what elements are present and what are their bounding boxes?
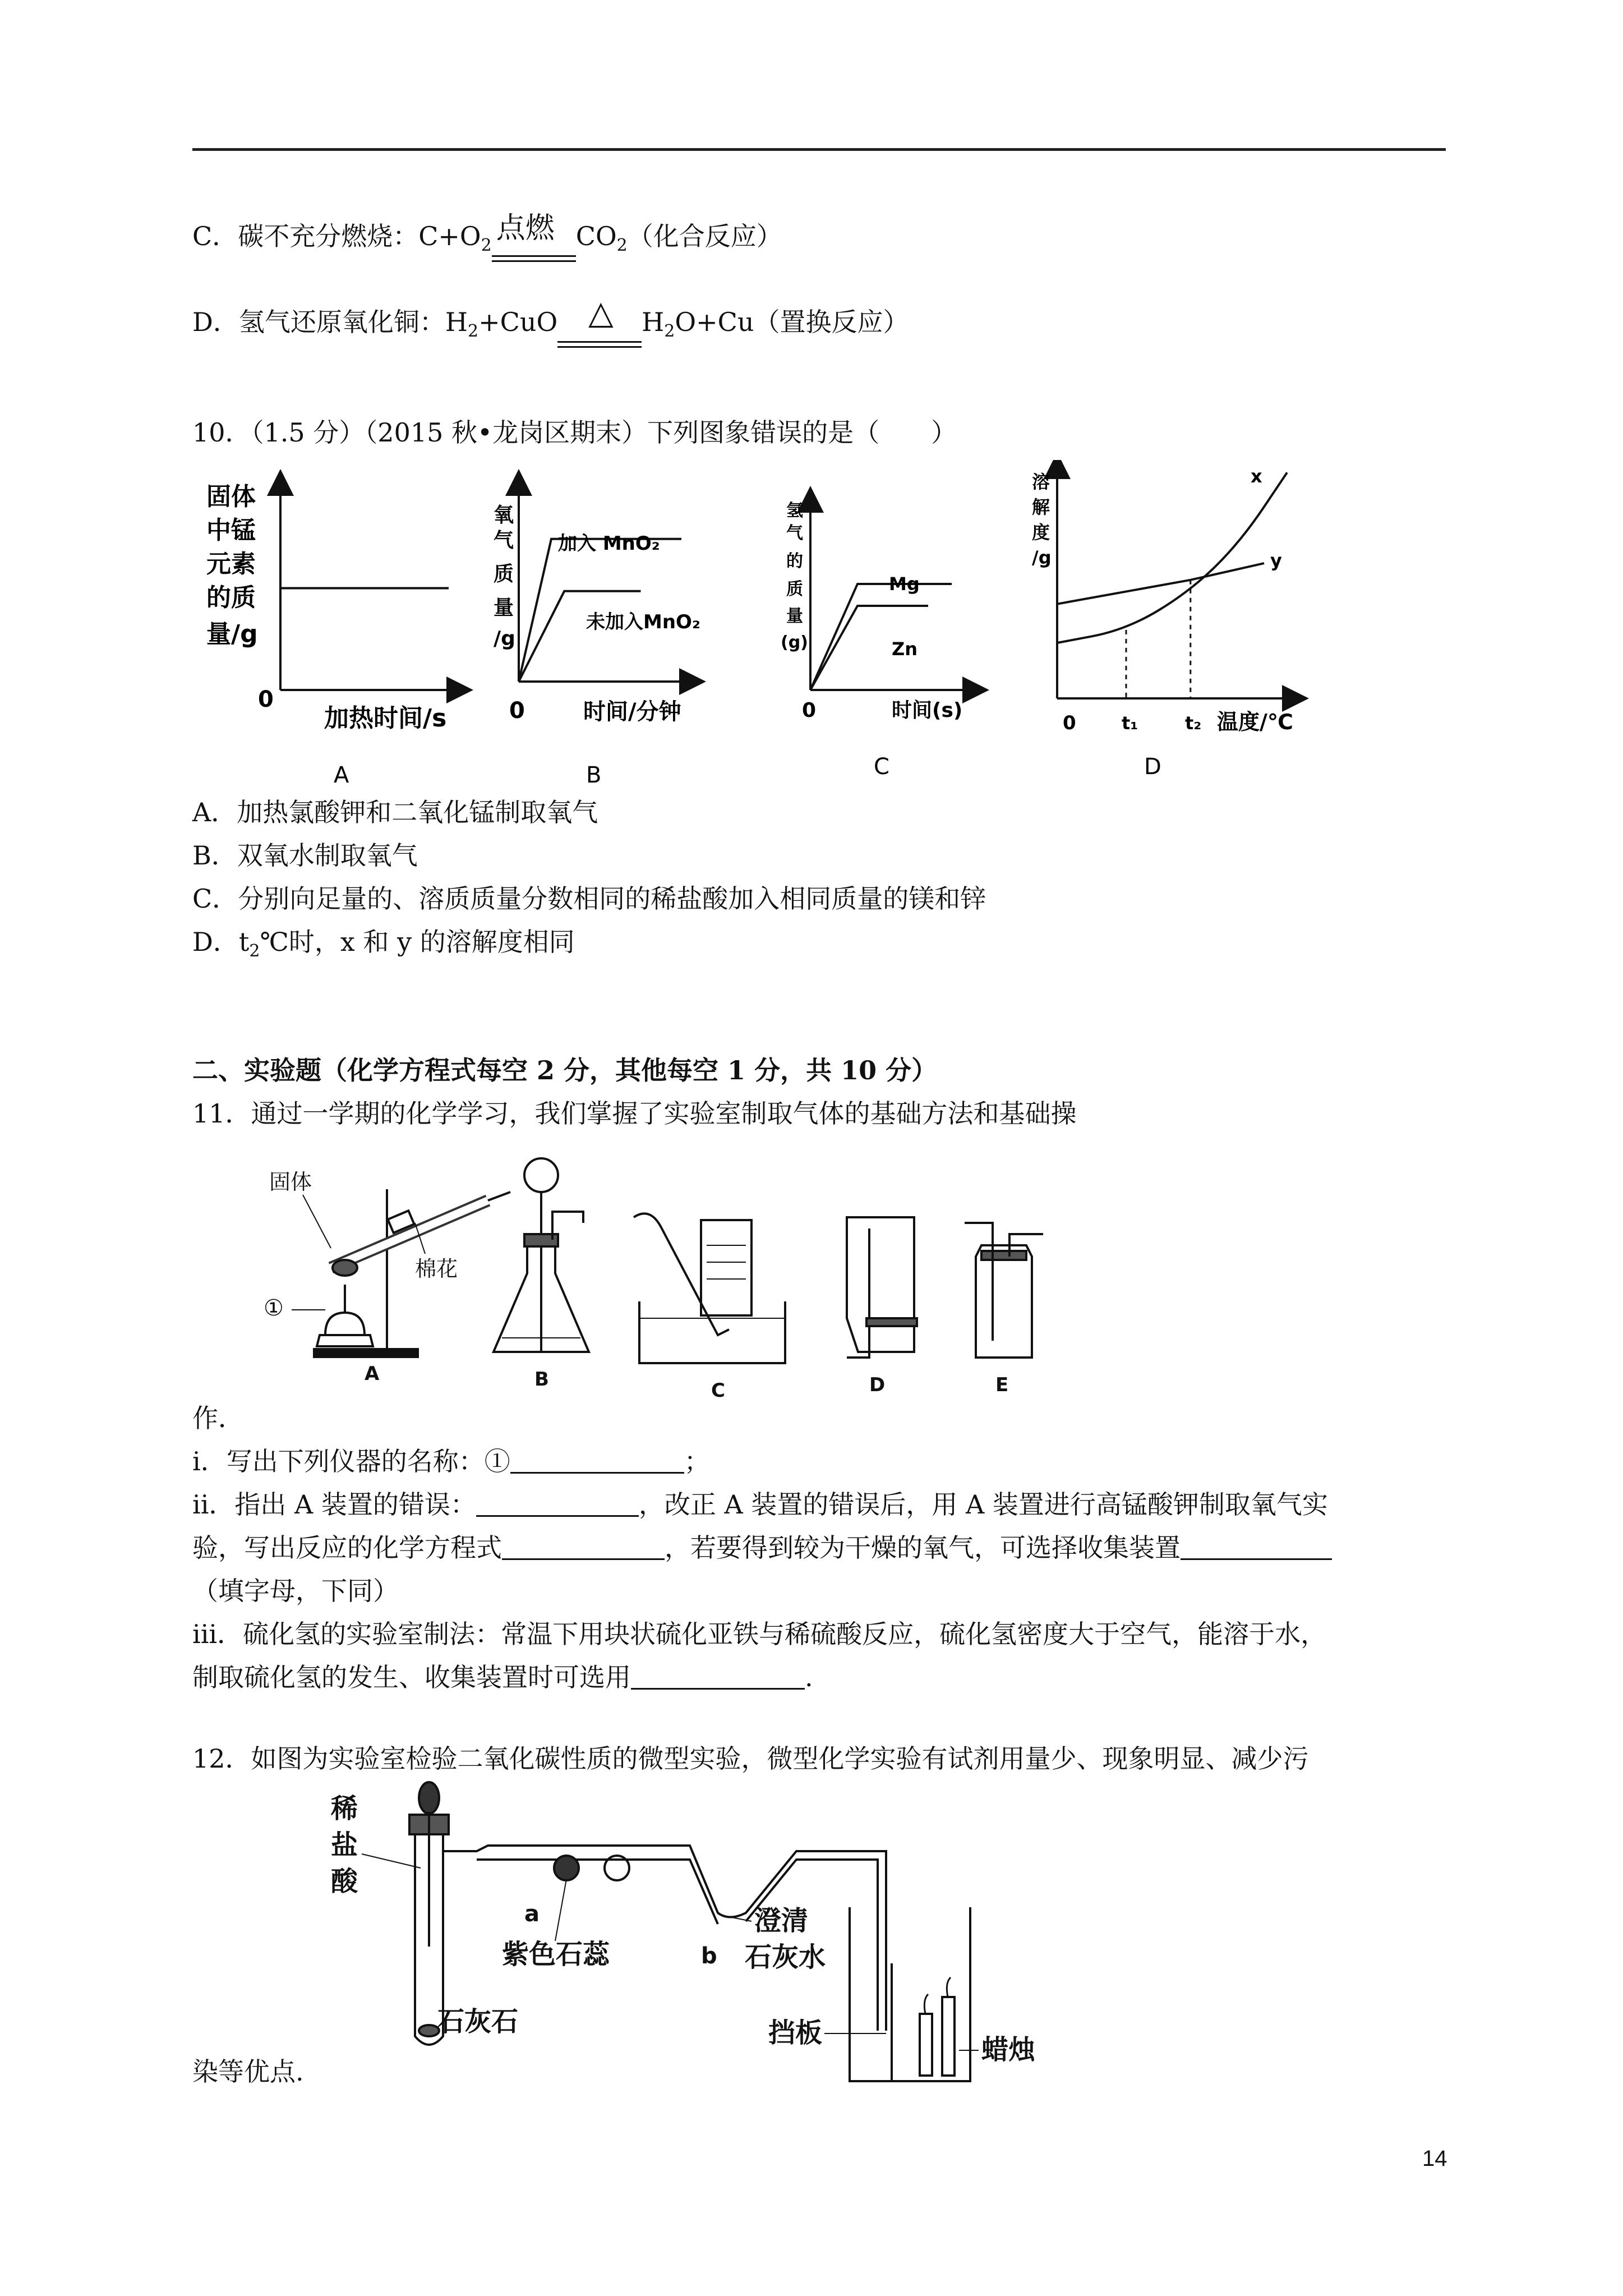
d-x-label: x	[1251, 466, 1262, 487]
q11-iii-b: 制取硫化氢的发生、收集装置时可选用	[192, 1662, 631, 1692]
b-caption: B	[586, 762, 602, 788]
q9-c-suffix: （化合反应）	[627, 221, 782, 251]
c-ylabel-4: 量	[786, 606, 803, 626]
a-cotton-label: 棉花	[415, 1257, 458, 1281]
header-rule	[192, 148, 1446, 151]
candle-label: 蜡烛	[981, 2034, 1036, 2065]
e-caption: E	[995, 1374, 1009, 1396]
d-origin: 0	[1063, 712, 1076, 734]
q10-option-d	[192, 929, 575, 960]
q11-part-ii-line1	[192, 1489, 1328, 1520]
acid-label-2: 酸	[331, 1866, 358, 1897]
a-ylabel-4: 量/g	[206, 620, 258, 648]
point-b-label: b	[701, 1943, 717, 1969]
q11-i-text: i．写出下列仪器的名称：①	[192, 1446, 510, 1476]
panel-c-line-mg	[810, 584, 952, 690]
acid-label-0: 稀	[331, 1793, 358, 1824]
q12-apparatus-svg	[331, 1778, 1127, 2092]
limewater-label-1: 石灰水	[745, 1941, 826, 1973]
a-circle1-label: ①	[264, 1295, 284, 1321]
c-series2-label: Zn	[892, 638, 917, 660]
q11-apparatus-svg	[247, 1150, 1144, 1408]
q9-d-h-sub: 2	[468, 321, 479, 342]
d-ylabel-3: /g	[1032, 547, 1052, 568]
c-caption: C	[874, 754, 889, 780]
q9-c-o-sub: 2	[481, 236, 492, 256]
q11-ii-c: 验，写出反应的化学方程式	[192, 1533, 502, 1563]
q10-option-b: B．双氧水制取氧气	[192, 840, 418, 871]
baffle-label: 挡板	[768, 2017, 823, 2049]
q11-stem-cont: 作．	[192, 1403, 244, 1433]
b-series2-label: 未加入MnO₂	[586, 611, 700, 633]
q11-ii-b: ，改正 A 装置的错误后，用 A 装置进行高锰酸钾制取氧气实	[638, 1489, 1328, 1520]
q11-ii-blank-2[interactable]	[502, 1536, 665, 1560]
panel-d-line-y	[1057, 563, 1264, 604]
q11-i-blank[interactable]	[510, 1450, 684, 1474]
a-caption: A	[334, 762, 349, 788]
q11-iii-end: .	[805, 1662, 813, 1692]
q10-option-a: A．加热氯酸钾和二氧化锰制取氧气	[192, 797, 598, 827]
q10-d-prefix: D．t	[192, 927, 250, 957]
a-ylabel-3: 的质	[206, 583, 256, 612]
apparatus-e	[965, 1223, 1043, 1396]
b-xlabel: 时间/分钟	[583, 699, 681, 725]
q9-c-condition: 点燃	[496, 211, 555, 245]
q10-graphs-svg	[191, 460, 1312, 791]
c-xlabel: 时间(s)	[892, 699, 963, 722]
d-caption: D	[1144, 754, 1161, 780]
d-ylabel-1: 解	[1032, 496, 1050, 518]
c-series1-label: Mg	[889, 573, 920, 595]
q11-ii-blank-3[interactable]	[1181, 1536, 1332, 1560]
a-xlabel: 加热时间/s	[324, 704, 447, 733]
q12-figure	[331, 1778, 1127, 2092]
c-ylabel-3: 质	[786, 579, 803, 599]
q9-c-product-sub: 2	[616, 236, 628, 256]
q9-option-d	[192, 293, 909, 342]
q9-d-condition: △	[588, 293, 614, 332]
q9-d-reactant2: +CuO	[478, 307, 558, 337]
q9-d-product: H	[642, 307, 665, 337]
q10-figure	[191, 460, 1312, 791]
q12-stem-cont: 染等优点.	[192, 2056, 304, 2087]
b-ylabel-4: /g	[494, 627, 515, 650]
q11-i-end: ；	[684, 1446, 710, 1476]
q11-part-ii-line2	[192, 1535, 1332, 1561]
c-origin: 0	[802, 699, 817, 722]
b-caption: B	[534, 1368, 549, 1391]
page-number: 14	[1422, 2146, 1447, 2171]
q9-c-prefix: C．碳不充分燃烧：C+O	[192, 221, 481, 251]
q9-option-c	[192, 211, 782, 256]
apparatus-a	[264, 1170, 510, 1385]
q9-d-prefix: D．氢气还原氧化铜：H	[192, 307, 468, 337]
d-xlabel: 温度/℃	[1217, 710, 1293, 734]
c-ylabel-2: 的	[786, 551, 803, 571]
q9-d-product-sub: 2	[664, 321, 675, 342]
q9-c-product: CO	[575, 221, 617, 251]
a-ylabel-0: 固体	[206, 482, 256, 511]
a-caption: A	[365, 1363, 380, 1385]
q10-d-sub: 2	[249, 941, 260, 961]
q11-iii-blank[interactable]	[631, 1665, 805, 1690]
a-solid-label: 固体	[269, 1170, 312, 1194]
d-t1: t₁	[1122, 712, 1138, 734]
apparatus-d	[847, 1217, 917, 1396]
panel-d-curve-x	[1057, 472, 1287, 643]
a-origin: 0	[258, 687, 274, 712]
d-t2: t₂	[1185, 712, 1202, 734]
panel-b	[494, 482, 700, 788]
q11-stem: 11．通过一学期的化学学习，我们掌握了实验室制取气体的基础方法和基础操	[192, 1098, 1077, 1129]
limestone-label: 石灰石	[437, 2006, 519, 2037]
b-ylabel-3: 量	[494, 596, 514, 619]
acid-label-1: 盐	[331, 1829, 358, 1861]
c-ylabel-0: 氢	[786, 501, 803, 521]
section-2-heading: 二、实验题（化学方程式每空 2 分，其他每空 1 分，共 10 分）	[192, 1055, 938, 1085]
d-ylabel-0: 溶	[1032, 471, 1050, 493]
c-ylabel-1: 气	[786, 523, 803, 543]
q11-part-iii-line1: iii．硫化氢的实验室制法：常温下用块状硫化亚铁与稀硫酸反应，硫化氢密度大于空气，能溶于水，	[192, 1619, 1327, 1649]
b-ylabel-1: 气	[494, 529, 514, 552]
apparatus-c	[634, 1213, 785, 1402]
q11-part-i	[192, 1448, 710, 1474]
q11-part-ii-line3: （填字母，下同）	[192, 1576, 399, 1606]
q9-d-product-rest: O+Cu（置换反应）	[675, 307, 909, 337]
b-series1-label: 加入 MnO₂	[558, 532, 660, 555]
q10-d-suffix: ℃时，x 和 y 的溶解度相同	[260, 927, 575, 957]
q11-ii-blank-1[interactable]	[476, 1493, 639, 1517]
d-caption: D	[869, 1374, 886, 1396]
d-y-label: y	[1270, 550, 1282, 571]
a-ylabel-1: 中锰	[206, 516, 256, 545]
limewater-label-0: 澄清	[754, 1905, 809, 1936]
b-ylabel-0: 氧	[494, 504, 514, 527]
panel-a	[206, 482, 460, 788]
q12-stem: 12．如图为实验室检验二氧化碳性质的微型实验，微型化学实验有试剂用量少、现象明显、减少污	[192, 1743, 1309, 1774]
d-ylabel-2: 度	[1032, 522, 1050, 543]
a-ylabel-2: 元素	[206, 550, 256, 578]
litmus-label: 紫色石蕊	[502, 1939, 610, 1970]
q10-option-c: C．分别向足量的、溶质质量分数相同的稀盐酸加入相同质量的镁和锌	[192, 884, 986, 914]
q10-stem: 10．（1.5 分）（2015 秋•龙岗区期末）下列图象错误的是（ ）	[192, 417, 957, 448]
q11-part-iii-line2	[192, 1664, 813, 1690]
panel-c	[781, 499, 976, 780]
b-ylabel-2: 质	[494, 563, 514, 586]
panel-d	[1032, 466, 1295, 780]
q11-ii-a: ii．指出 A 装置的错误：	[192, 1489, 476, 1520]
point-a-label: a	[524, 1901, 540, 1927]
c-caption: C	[711, 1379, 725, 1402]
b-origin: 0	[509, 698, 525, 724]
q11-ii-d: ，若要得到较为干燥的氧气，可选择收集装置	[665, 1533, 1181, 1563]
panel-b-line-1	[519, 539, 681, 682]
q11-figure	[247, 1150, 1144, 1408]
c-ylabel-5: (g)	[781, 633, 808, 652]
